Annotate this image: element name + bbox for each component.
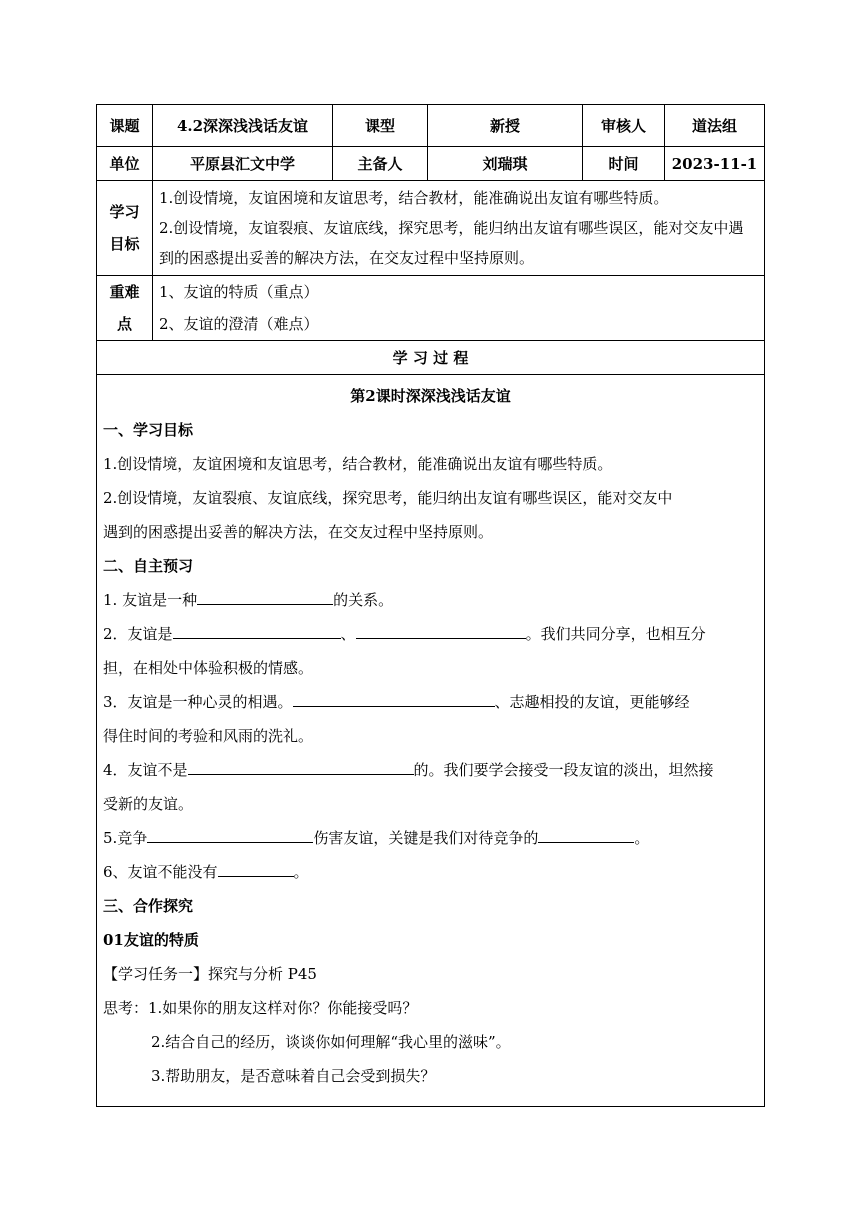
- q2-blank-1[interactable]: [173, 624, 341, 639]
- question-2-cont: 担，在相处中体验积极的情感。: [103, 659, 314, 677]
- q4-text-a: 4．友谊不是: [103, 761, 188, 779]
- lesson-plan-table: [96, 104, 765, 1107]
- q6-text-b: 。: [293, 863, 309, 881]
- preparer-label: 主备人: [333, 147, 428, 181]
- keypoint-line-1: 1、友谊的特质（重点）: [159, 283, 319, 301]
- time-label: 时间: [583, 147, 665, 181]
- question-4: [103, 753, 758, 787]
- process-title-row: [97, 341, 765, 375]
- preparer-value: 刘瑞琪: [428, 147, 583, 181]
- question-3-cont: 得住时间的考验和风雨的洗礼。: [103, 727, 314, 745]
- objectives-label-2: 目标: [109, 235, 140, 253]
- q2-text-a: 2．友谊是: [103, 625, 173, 643]
- learning-task-1: 【学习任务一】探究与分析 P45: [103, 965, 317, 983]
- q3-text-b: 、志趣相投的友谊，更能够经: [494, 693, 690, 711]
- objectives-label: [97, 181, 153, 276]
- q5-text-b: 伤害友谊，关键是我们对待竞争的: [313, 829, 539, 847]
- objective-line-1: 1.创设情境，友谊困境和友谊思考，结合教材，能准确说出友谊有哪些特质。: [159, 189, 669, 207]
- process-body: [97, 375, 765, 1107]
- objectives-row: [97, 181, 765, 276]
- subsection-friendship-traits: 01友谊的特质: [103, 931, 199, 949]
- think-question-2: 2.结合自己的经历，谈谈你如何理解“我心里的滋味”。: [151, 1033, 511, 1051]
- reviewer-label: 审核人: [583, 105, 665, 147]
- question-4-cont: 受新的友谊。: [103, 795, 194, 813]
- lesson-title: 第2课时深深浅浅话友谊: [350, 387, 511, 405]
- keypoint-line-2: 2、友谊的澄清（难点）: [159, 315, 319, 333]
- time-value: 2023-11-1: [665, 147, 765, 181]
- question-3: [103, 685, 758, 719]
- goal-2-line-2: 遇到的困惑提出妥善的解决方法，在交友过程中坚持原则。: [103, 523, 494, 541]
- topic-label: 课题: [97, 105, 153, 147]
- goal-2-line-1: 2.创设情境，友谊裂痕、友谊底线，探究思考，能归纳出友谊有哪些误区，能对交友中: [103, 489, 673, 507]
- topic-value: 4.2深深浅浅话友谊: [153, 105, 333, 147]
- keypoints-row: [97, 276, 765, 341]
- process-title: 学 习 过 程: [97, 341, 765, 375]
- think-question-1: 思考：1.如果你的朋友这样对你？你能接受吗？: [103, 999, 418, 1017]
- keypoints-content: [153, 276, 765, 341]
- q5-text-a: 5.竞争: [103, 829, 148, 847]
- q5-text-c: 。: [634, 829, 650, 847]
- reviewer-value: 道法组: [665, 105, 765, 147]
- q5-blank-2[interactable]: [538, 828, 634, 843]
- objectives-content: [153, 181, 765, 276]
- objectives-label-1: 学习: [109, 203, 140, 221]
- process-body-row: [97, 375, 765, 1107]
- unit-value: 平原县汇文中学: [153, 147, 333, 181]
- keypoints-label-2: 点: [116, 315, 132, 333]
- section-learning-goals: 一、学习目标: [103, 421, 194, 439]
- q6-blank[interactable]: [218, 862, 294, 877]
- keypoints-label: [97, 276, 153, 341]
- section-self-preview: 二、自主预习: [103, 557, 194, 575]
- q6-text-a: 6、友谊不能没有: [103, 863, 218, 881]
- q1-blank[interactable]: [197, 590, 333, 605]
- q2-blank-2[interactable]: [356, 624, 526, 639]
- q5-blank-1[interactable]: [147, 828, 313, 843]
- header-row-1: [97, 105, 765, 147]
- goal-1: 1.创设情境，友谊困境和友谊思考，结合教材，能准确说出友谊有哪些特质。: [103, 455, 613, 473]
- question-5: [103, 821, 758, 855]
- header-row-2: [97, 147, 765, 181]
- keypoints-label-1: 重难: [109, 283, 140, 301]
- unit-label: 单位: [97, 147, 153, 181]
- q1-text-a: 1. 友谊是一种: [103, 591, 198, 609]
- q2-text-b: 、: [340, 625, 356, 643]
- question-6: [103, 855, 758, 889]
- q3-blank[interactable]: [293, 692, 495, 707]
- q4-text-b: 的。我们要学会接受一段友谊的淡出，坦然接: [413, 761, 714, 779]
- type-value: 新授: [428, 105, 583, 147]
- objective-line-2: 2.创设情境，友谊裂痕、友谊底线，探究思考，能归纳出友谊有哪些误区，能对交友中遇到的困惑提出妥善的解决方法，在交友过程中坚持原则。: [159, 219, 744, 267]
- section-cooperative-inquiry: 三、合作探究: [103, 897, 194, 915]
- type-label: 课型: [333, 105, 428, 147]
- question-1: [103, 583, 758, 617]
- question-2: [103, 617, 758, 651]
- q2-text-c: 。我们共同分享，也相互分: [525, 625, 706, 643]
- q1-text-b: 的关系。: [333, 591, 394, 609]
- q4-blank[interactable]: [188, 760, 414, 775]
- q3-text-a: 3．友谊是一种心灵的相遇。: [103, 693, 293, 711]
- think-question-3: 3.帮助朋友，是否意味着自己会受到损失？: [151, 1067, 436, 1085]
